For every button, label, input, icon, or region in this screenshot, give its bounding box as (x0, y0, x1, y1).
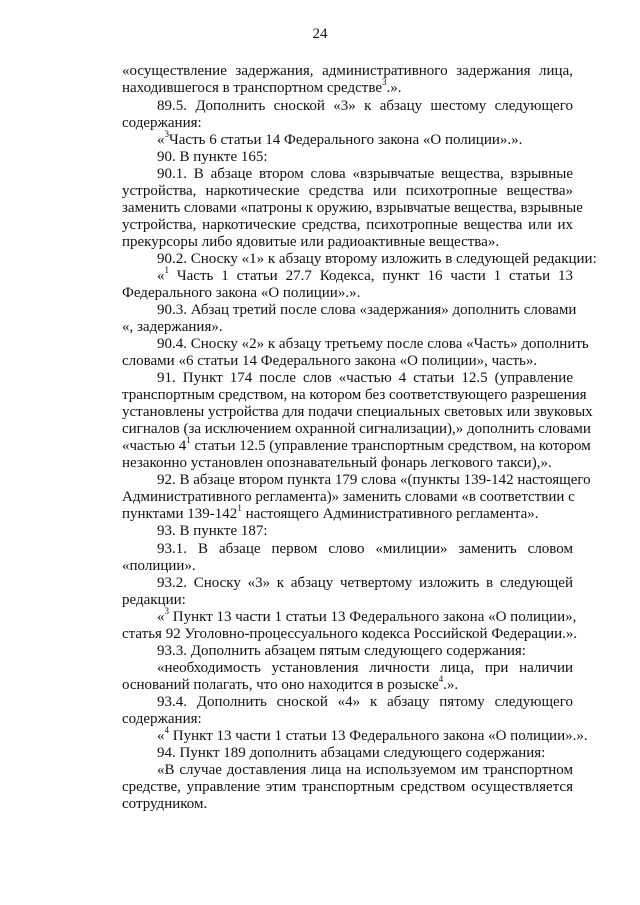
text-line: 90.2. Сноску «1» к абзацу второму изложить в следующей редакции: (157, 251, 597, 267)
text-line: 91. Пункт 174 после слов «частью 4 статьи 12.5 (управление (157, 370, 573, 386)
text-line: незаконно установлен опознавательный фонарь легкового такси),». (122, 455, 552, 471)
text-line: сотрудником. (122, 796, 208, 812)
text-line: 93. В пункте 187: (157, 523, 268, 539)
text-line: 93.1. В абзаце первом слово «милиции» заменить словом (157, 541, 573, 557)
text-line: «частью $4^1$ статьи 12.5 (управление транспортным средством, на котором (122, 435, 591, 454)
footnote-mark: 1 (186, 435, 191, 445)
footnote-mark: 3 (164, 606, 169, 616)
text-line: сигналов (за исключением охранной сигнализации),» дополнить словами (122, 421, 591, 437)
text-line: 92. В абзаце втором пункта 179 слова «(пункты 139-142 настоящего (157, 472, 591, 488)
footnote-mark: 1 (237, 503, 242, 513)
text-line: «$^1$ Часть 1 статьи 27.7 Кодекса, пункт 16 части 1 статьи 13 (157, 265, 574, 284)
footnote-mark: 4 (164, 725, 169, 735)
text-line: содержания: (122, 711, 202, 727)
text-line: «$^4$ Пункт 13 части 1 статьи 13 Федерального закона «О полиции».». (157, 725, 588, 744)
text-line: устройства, наркотические средства или психотропные вещества» (122, 183, 573, 199)
text-line: 93.4. Дополнить сноской «4» к абзацу пятому следующего (157, 694, 573, 710)
text-line: «В случае доставления лица на используемом им транспортном (157, 762, 573, 778)
text-line: прекурсоры либо ядовитые или радиоактивные вещества». (122, 234, 500, 250)
text-line: средстве, управление этим транспортным средством осуществляется (122, 779, 573, 795)
text-line: Федерального закона «О полиции».». (122, 285, 361, 301)
text-line: находившегося в транспортном средстве$^3$.». (122, 77, 402, 96)
footnote-mark: 3 (382, 77, 387, 87)
text-line: содержания: (122, 115, 202, 131)
text-line: оснований полагать, что оно находится в розыске$^4$.». (122, 674, 459, 693)
text-line: 89.5. Дополнить сноской «3» к абзацу шестому следующего (157, 98, 573, 114)
text-line: «$^3$Часть 6 статьи 14 Федерального закона «О полиции».». (157, 129, 523, 148)
text-line: 90.4. Сноску «2» к абзацу третьему после слова «Часть» дополнить (157, 336, 589, 352)
text-line: заменить словами «патроны к оружию, взрывчатые вещества, взрывные (122, 200, 583, 216)
footnote-mark: 4 (438, 674, 444, 684)
page-number: 24 (312, 26, 328, 42)
text-line: словами «6 статьи 14 Федерального закона «О полиции», часть». (122, 353, 538, 369)
text-line: 94. Пункт 189 дополнить абзацами следующего содержания: (157, 745, 546, 761)
footnote-mark: 3 (164, 129, 169, 139)
text-line: 90.3. Абзац третий после слова «задержания» дополнить словами (157, 302, 577, 318)
text-line: Административного регламента)» заменить словами «в соответствии с (122, 489, 575, 505)
text-line: «необходимость установления личности лица, при наличии (157, 660, 573, 676)
text-line: 90. В пункте 165: (157, 149, 268, 165)
text-line: пунктами $139-142^1$ настоящего Административного регламента». (122, 503, 539, 522)
text-line: редакции: (122, 592, 186, 608)
text-line: «полиции». (122, 558, 196, 574)
text-line: транспортным средством, на котором без соответствующего разрешения (122, 387, 587, 403)
text-line: 93.2. Сноску «3» к абзацу четвертому изложить в следующей (157, 575, 573, 591)
text-line: устройства, наркотические средства, психотропные вещества или их (122, 217, 573, 233)
footnote-mark: 1 (164, 265, 169, 275)
text-line: 93.3. Дополнить абзацем пятым следующего содержания: (157, 643, 526, 659)
text-line: «, задержания». (122, 319, 223, 335)
text-line: «$^3$ Пункт 13 части 1 статьи 13 Федерального закона «О полиции», (157, 606, 577, 625)
text-line: 90.1. В абзаце втором слова «взрывчатые вещества, взрывные (157, 166, 573, 182)
text-line: статья 92 Уголовно-процессуального кодекса Российской Федерации.». (122, 626, 578, 642)
text-line: «осуществление задержания, административного задержания лица, (122, 63, 573, 79)
text-line: установлены устройства для подачи специальных световых или звуковых (122, 404, 593, 420)
